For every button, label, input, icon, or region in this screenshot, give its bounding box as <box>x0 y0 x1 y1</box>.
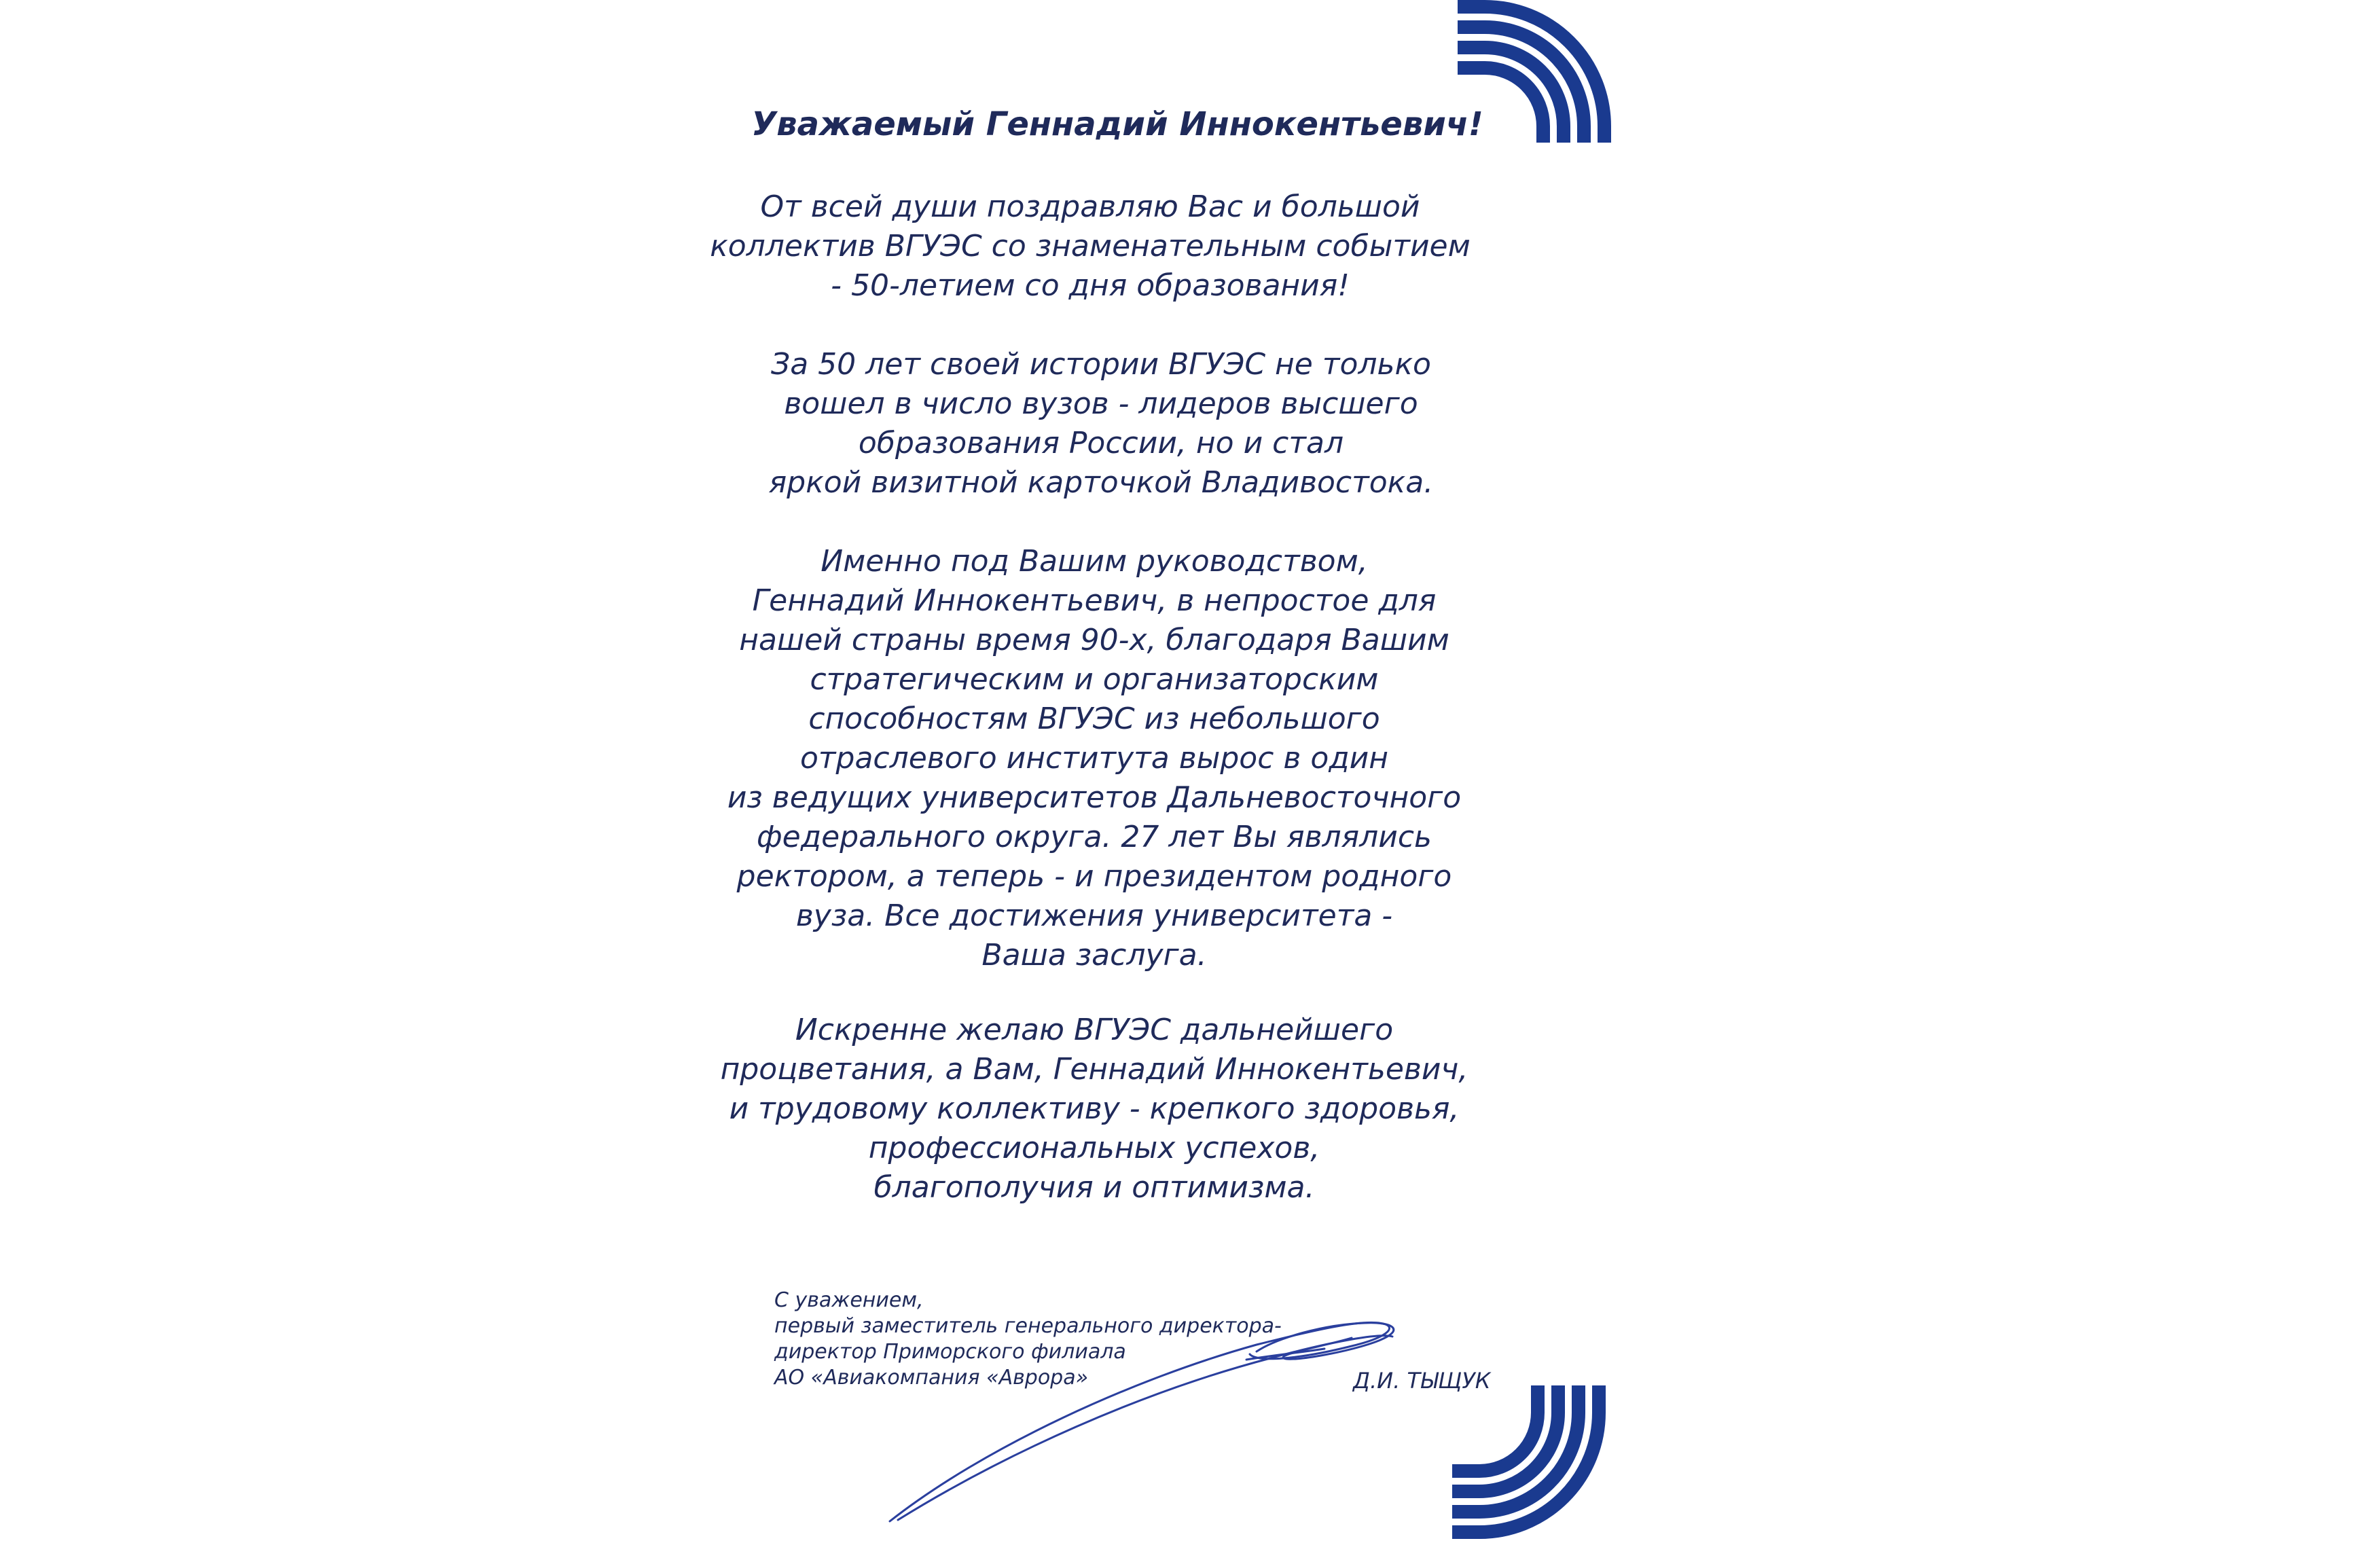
paragraph-line: Ваша заслуга. <box>981 938 1207 973</box>
paragraph-line: Искренне желаю ВГУЭС дальнейшего <box>795 1013 1394 1047</box>
paragraph-line: вуза. Все достижения университета - <box>795 898 1393 933</box>
closing-line: директор Приморского филиала <box>774 1340 1126 1364</box>
paragraph-line: и трудовому коллективу - крепкого здоровья, <box>729 1091 1460 1126</box>
closing-line: С уважением, <box>774 1288 924 1312</box>
handwritten-signature <box>849 1297 1413 1528</box>
paragraph-line: Именно под Вашим руководством, <box>821 544 1368 579</box>
paragraph-line: из ведущих университетов Дальневосточного <box>727 780 1462 815</box>
letter-paragraph-1 <box>598 187 1583 306</box>
letter-paragraph-2 <box>609 345 1593 503</box>
paragraph-line: ректором, а теперь - и президентом родного <box>736 859 1452 894</box>
paragraph-line: За 50 лет своей истории ВГУЭС не только <box>771 347 1431 382</box>
paragraph-line: благополучия и оптимизма. <box>873 1170 1315 1205</box>
closing-line: первый заместитель генерального директора- <box>774 1314 1282 1338</box>
letter-paragraph-3 <box>602 542 1587 975</box>
paragraph-line: От всей души поздравляю Вас и большой <box>760 189 1420 224</box>
paragraph-line: Геннадий Иннокентьевич, в непростое для <box>752 583 1437 618</box>
arc-stripes-icon <box>1452 1385 1606 1543</box>
signer-name: Д.И. ТЫЩУК <box>1353 1368 1491 1394</box>
paragraph-line: способностям ВГУЭС из небольшого <box>808 702 1380 736</box>
paragraph-line: образования России, но и стал <box>858 426 1344 460</box>
paragraph-line: федерального округа. 27 лет Вы являлись <box>757 820 1432 854</box>
paragraph-line: нашей страны время 90-х, благодаря Вашим <box>739 623 1449 657</box>
paragraph-line: профессиональных успехов, <box>868 1131 1320 1165</box>
letter-sheet <box>625 0 1610 1543</box>
paragraph-line: отраслевого института вырос в один <box>799 741 1389 776</box>
paragraph-line: вошел в число вузов - лидеров высшего <box>784 386 1418 421</box>
paragraph-line: стратегическим и организаторским <box>810 662 1379 697</box>
paragraph-line: яркой визитной карточкой Владивостока. <box>768 465 1434 500</box>
paragraph-line: коллектив ВГУЭС со знаменательным событием <box>710 229 1471 264</box>
paragraph-line: процветания, а Вам, Геннадий Иннокентьевич, <box>720 1052 1468 1087</box>
letter-paragraph-4 <box>602 1011 1587 1208</box>
closing-line: АО «Авиакомпания «Аврора» <box>774 1366 1089 1390</box>
paragraph-line: - 50-летием со дня образования! <box>831 268 1350 303</box>
letter-greeting: Уважаемый Геннадий Иннокентьевич! <box>751 105 1483 143</box>
